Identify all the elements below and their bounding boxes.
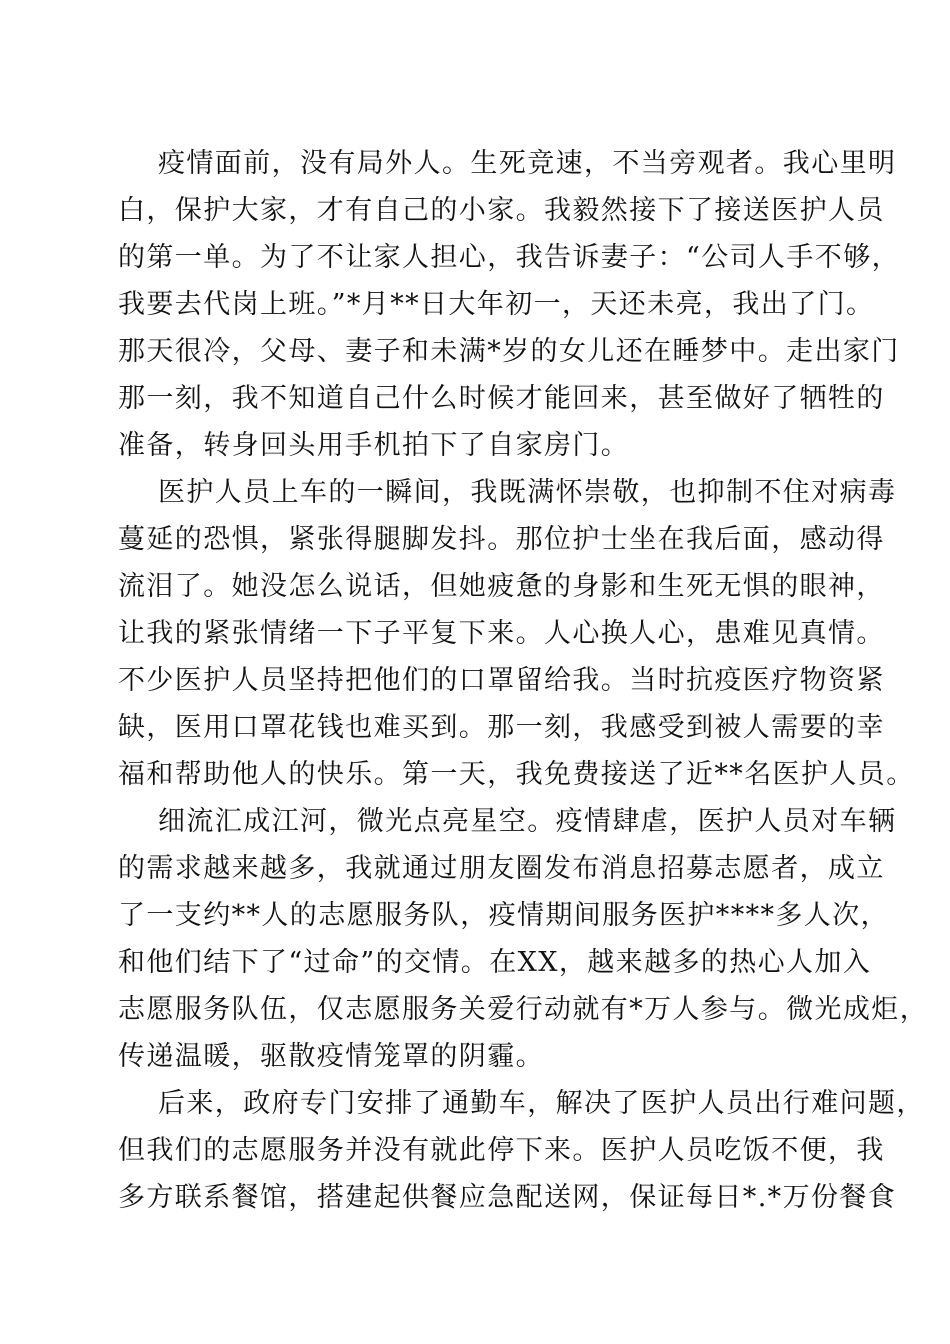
text-line: 我要去代岗上班。”*月**日大年初一，天还未亮，我出了门。 <box>118 289 875 320</box>
paragraph-3 <box>118 798 929 1080</box>
text-line: 了一支约**人的志愿服务队，疫情期间服务医护****多人次， <box>118 900 889 931</box>
paragraph-2 <box>118 469 915 798</box>
text-line: 传递温暖，驱散疫情笼罩的阴霾。 <box>118 1041 544 1072</box>
text-line: 志愿服务队伍，仅志愿服务关爱行动就有*万人参与。微光成炬， <box>118 994 929 1025</box>
paragraph-4 <box>118 1080 925 1221</box>
text-line: 和他们结下了“过命”的交情。在XX，越来越多的热心人加入 <box>118 947 872 978</box>
text-line: 医护人员上车的一瞬间，我既满怀崇敬，也抑制不住对病毒 <box>158 477 897 508</box>
text-line: 疫情面前，没有局外人。生死竞速，不当旁观者。我心里明 <box>158 148 897 179</box>
text-line: 流泪了。她没怎么说话，但她疲惫的身影和生死无惧的眼神， <box>118 571 885 602</box>
document-body <box>118 140 929 1221</box>
text-line: 的第一单。为了不让家人担心，我告诉妻子：“公司人手不够， <box>118 242 901 273</box>
text-line: 细流汇成江河，微光点亮星空。疫情肆虐，医护人员对车辆 <box>158 806 897 837</box>
text-line: 那天很冷，父母、妻子和未满*岁的女儿还在睡梦中。走出家门 <box>118 336 900 367</box>
text-line: 但我们的志愿服务并没有就此停下来。医护人员吃饭不便，我 <box>118 1135 885 1166</box>
text-line: 后来，政府专门安排了通勤车，解决了医护人员出行难问题， <box>158 1088 925 1119</box>
text-line: 蔓延的恐惧，紧张得腿脚发抖。那位护士坐在我后面，感动得 <box>118 524 885 555</box>
text-line: 多方联系餐馆，搭建起供餐应急配送网，保证每日*.*万份餐食 <box>118 1182 897 1213</box>
text-line: 不少医护人员坚持把他们的口罩留给我。当时抗疫医疗物资紧 <box>118 665 885 696</box>
text-line: 让我的紧张情绪一下子平复下来。人心换人心，患难见真情。 <box>118 618 885 649</box>
text-line: 的需求越来越多，我就通过朋友圈发布消息招募志愿者，成立 <box>118 853 885 884</box>
text-line: 白，保护大家，才有自己的小家。我毅然接下了接送医护人员 <box>118 195 885 226</box>
text-line: 那一刻，我不知道自己什么时候才能回来，甚至做好了牺牲的 <box>118 383 885 414</box>
text-line: 缺，医用口罩花钱也难买到。那一刻，我感受到被人需要的幸 <box>118 712 885 743</box>
paragraph-1 <box>118 140 901 469</box>
text-line: 准备，转身回头用手机拍下了自家房门。 <box>118 430 630 461</box>
text-line: 福和帮助他人的快乐。第一天，我免费接送了近**名医护人员。 <box>118 759 915 790</box>
